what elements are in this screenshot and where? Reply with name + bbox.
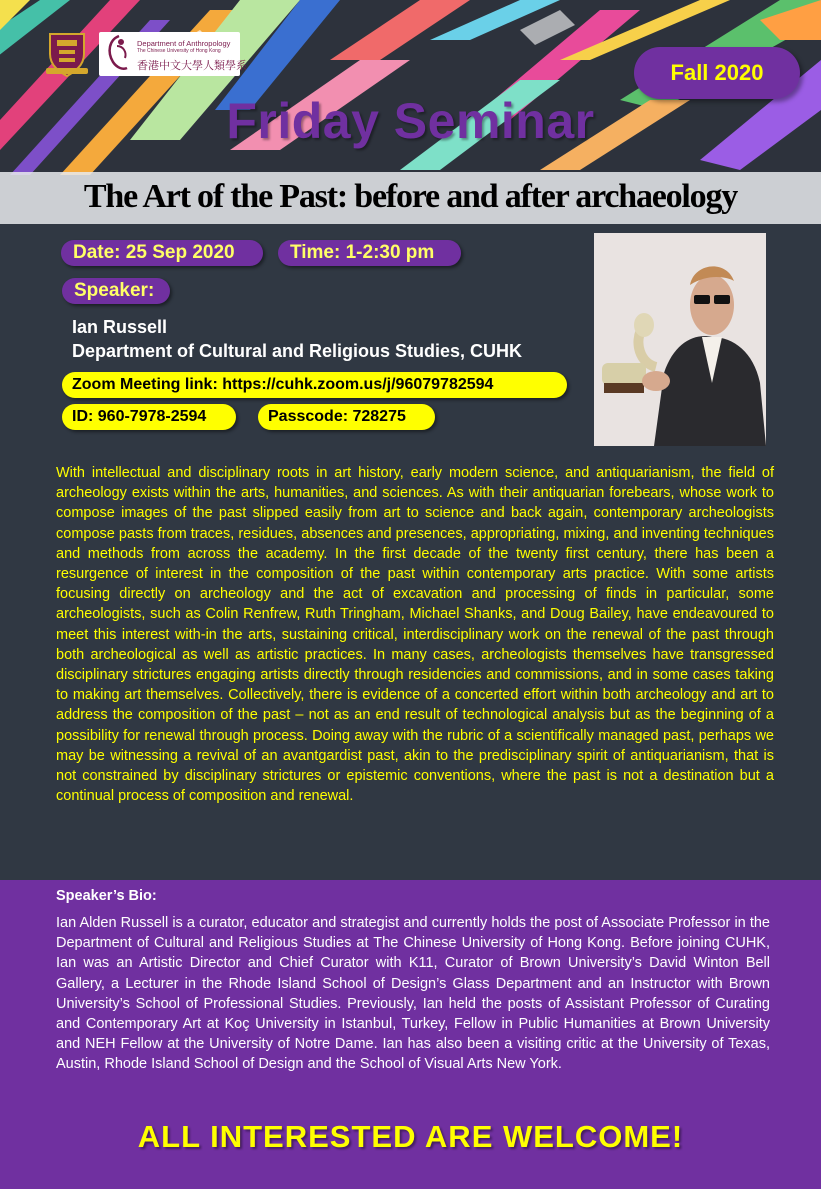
bio-text: Ian Alden Russell is a curator, educator and strategist and currently holds the post of Associate Professor in the Department of Cultural and Religious Studies at The Chinese University of Hong Kong. Before joining CUHK, Ian was an Artistic Director and Chief Curator with K11, Curator of Brown University’s David Winton Bell Gallery, a Lecturer in the Rhode Island School of Design’s Glass Department and an Instructor with Brown University’s School of Professional Studies. Previously, Ian held the posts of Assistant Professor of Curating and Contemporary Art at Koç University in Istanbul, Turkey, Fellow in Public Humanities at Brown University and NEH Fellow at the University of Notre Dame. Ian has also been a visiting critic at the University of Texas, Austin, Rhode Island School of Design and the School of Visual Arts New York. [56, 915, 770, 1073]
speaker-label: Speaker: [62, 278, 170, 304]
poster-header [0, 0, 821, 224]
time-badge: Time: 1-2:30 pm [278, 240, 461, 266]
date-badge: Date: 25 Sep 2020 [61, 240, 263, 266]
department-name-en: Department of Anthropology [137, 39, 231, 48]
talk-title: The Art of the Past: before and after archaeology [83, 178, 738, 215]
cuhk-crest-logo [44, 30, 90, 78]
speaker-bio-section [0, 880, 821, 1189]
department-name-zh: 香港中文大學人類學系 [137, 60, 247, 72]
talk-abstract: With intellectual and disciplinary roots in art history, early modern science, and antiquarianism, the field of archeology exists within the arts, humanities, and sciences. As with their antiquarian forebears, whose work to compose images of the past slipped easily from art to science and back again, contemporary archeologists compose pasts from traces, residues, absences and presences, appropriating, mixing, and inventing techniques and methods from across the academy. In the first decade of the twenty first century, there has been a resurgence of interest in the composition of the past within contemporary arts practice. With some artists focusing directly on archeology and the act of excavation and processing of finds in particular, some archeologists, such as Colin Renfrew, Ruth Tringham, Michael Shanks, and Doug Bailey, have endeavoured to meet this interest with-in the arts, sustaining critical, interdisciplinary work on the renewal of the past through both archeological as well as artistic practices. In many cases, archeologists themselves have transgressed disciplinary strictures engaging artists directly through residencies and commissions, and in some cases taking to making art themselves. Collectively, there is evidence of a concerted effort within both archeology and art to address the composition of the past – not as an end result of technological analysis but as the beginning of a possibility for renewal through process. Doing away with the rubric of a scientifically managed past, perhaps we may be witnessing a revival of an avantgardist past, akin to the predisciplinary spirit of antiquarianism, that is not constrained by disciplinary strictures or epistemic conventions, where the past is not a destination but a continual process of composition and renewal. [56, 465, 774, 805]
speaker-affiliation: Department of Cultural and Religious Studies, CUHK [72, 341, 523, 361]
meeting-passcode: Passcode: 728275 [258, 404, 435, 430]
zoom-link[interactable]: Zoom Meeting link: https://cuhk.zoom.us/j/96079782594 [62, 372, 567, 398]
bio-heading: Speaker’s Bio: [56, 888, 157, 904]
semester-badge: Fall 2020 [634, 47, 800, 99]
department-logo [99, 32, 247, 76]
speaker-name: Ian Russell [72, 317, 168, 337]
speaker-photo [594, 233, 766, 446]
university-name-en: The Chinese University of Hong Kong [137, 48, 221, 54]
welcome-message: ALL INTERESTED ARE WELCOME! [137, 1119, 684, 1154]
seminar-series-title: Friday Seminar [226, 93, 595, 149]
meeting-id: ID: 960-7978-2594 [62, 404, 236, 430]
